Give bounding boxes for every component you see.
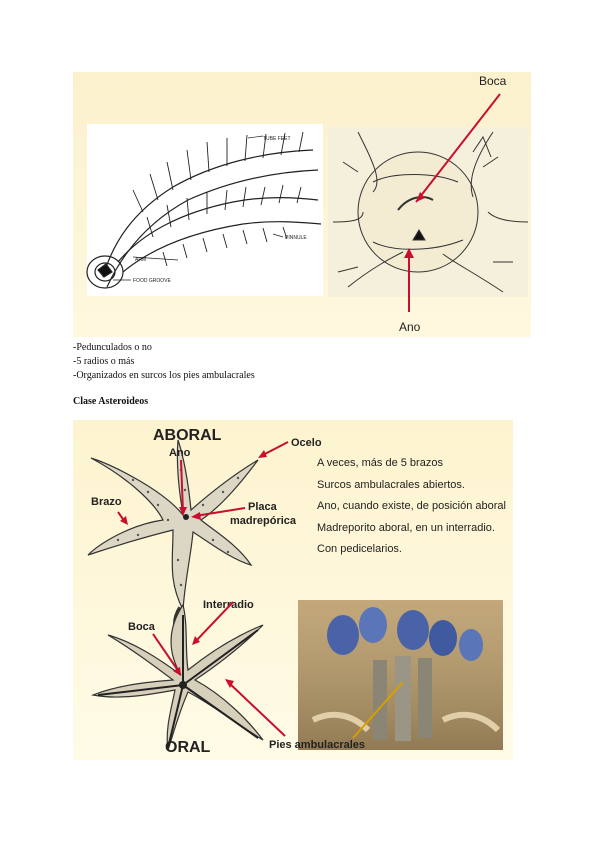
brazo-label: Brazo bbox=[91, 496, 122, 508]
interradio-label: Interradio bbox=[203, 599, 254, 611]
fact-pedicellariae: Con pedicelarios. bbox=[317, 543, 402, 555]
tube-feet-label: TUBE FEET bbox=[263, 136, 291, 142]
pies-ambulacrales-label: Pies ambulacrales bbox=[269, 739, 366, 751]
boca-label: Boca bbox=[128, 621, 155, 633]
characteristic-stalk: -Pedunculados o no bbox=[73, 342, 152, 353]
placa-label-1: Placa bbox=[248, 501, 277, 513]
arm-label: ARM bbox=[135, 257, 147, 263]
characteristic-grooves: -Organizados en surcos los pies ambulacrales bbox=[73, 370, 255, 381]
fact-arms: A veces, más de 5 brazos bbox=[317, 457, 443, 469]
food-groove-label: FOOD GROOVE bbox=[133, 278, 171, 284]
crinoid-illustration bbox=[73, 72, 531, 337]
aboral-label: ABORAL bbox=[153, 427, 222, 444]
crinoid-figure-panel bbox=[73, 72, 531, 337]
ocelo-label: Ocelo bbox=[291, 437, 322, 449]
fact-madreporite: Madreporito aboral, en un interradio. bbox=[317, 521, 495, 534]
fact-anus: Ano, cuando existe, de posición aboral bbox=[317, 500, 506, 512]
anus-label: Ano bbox=[399, 320, 421, 334]
tube-feet-photo bbox=[298, 600, 503, 750]
section-heading: Clase Asteroideos bbox=[73, 396, 149, 407]
characteristic-rays: -5 radios o más bbox=[73, 356, 135, 367]
oral-label: ORAL bbox=[165, 739, 211, 756]
pinnule-label: PINNULE bbox=[285, 235, 307, 241]
asteroid-facts-list bbox=[317, 453, 506, 561]
mouth-label: Boca bbox=[479, 74, 507, 88]
anus-label-aboral: Ano bbox=[169, 447, 191, 459]
placa-label-2: madrepórica bbox=[230, 515, 297, 527]
oral-starfish-sketch bbox=[93, 605, 263, 750]
fact-grooves: Surcos ambulacrales abiertos. bbox=[317, 478, 465, 491]
